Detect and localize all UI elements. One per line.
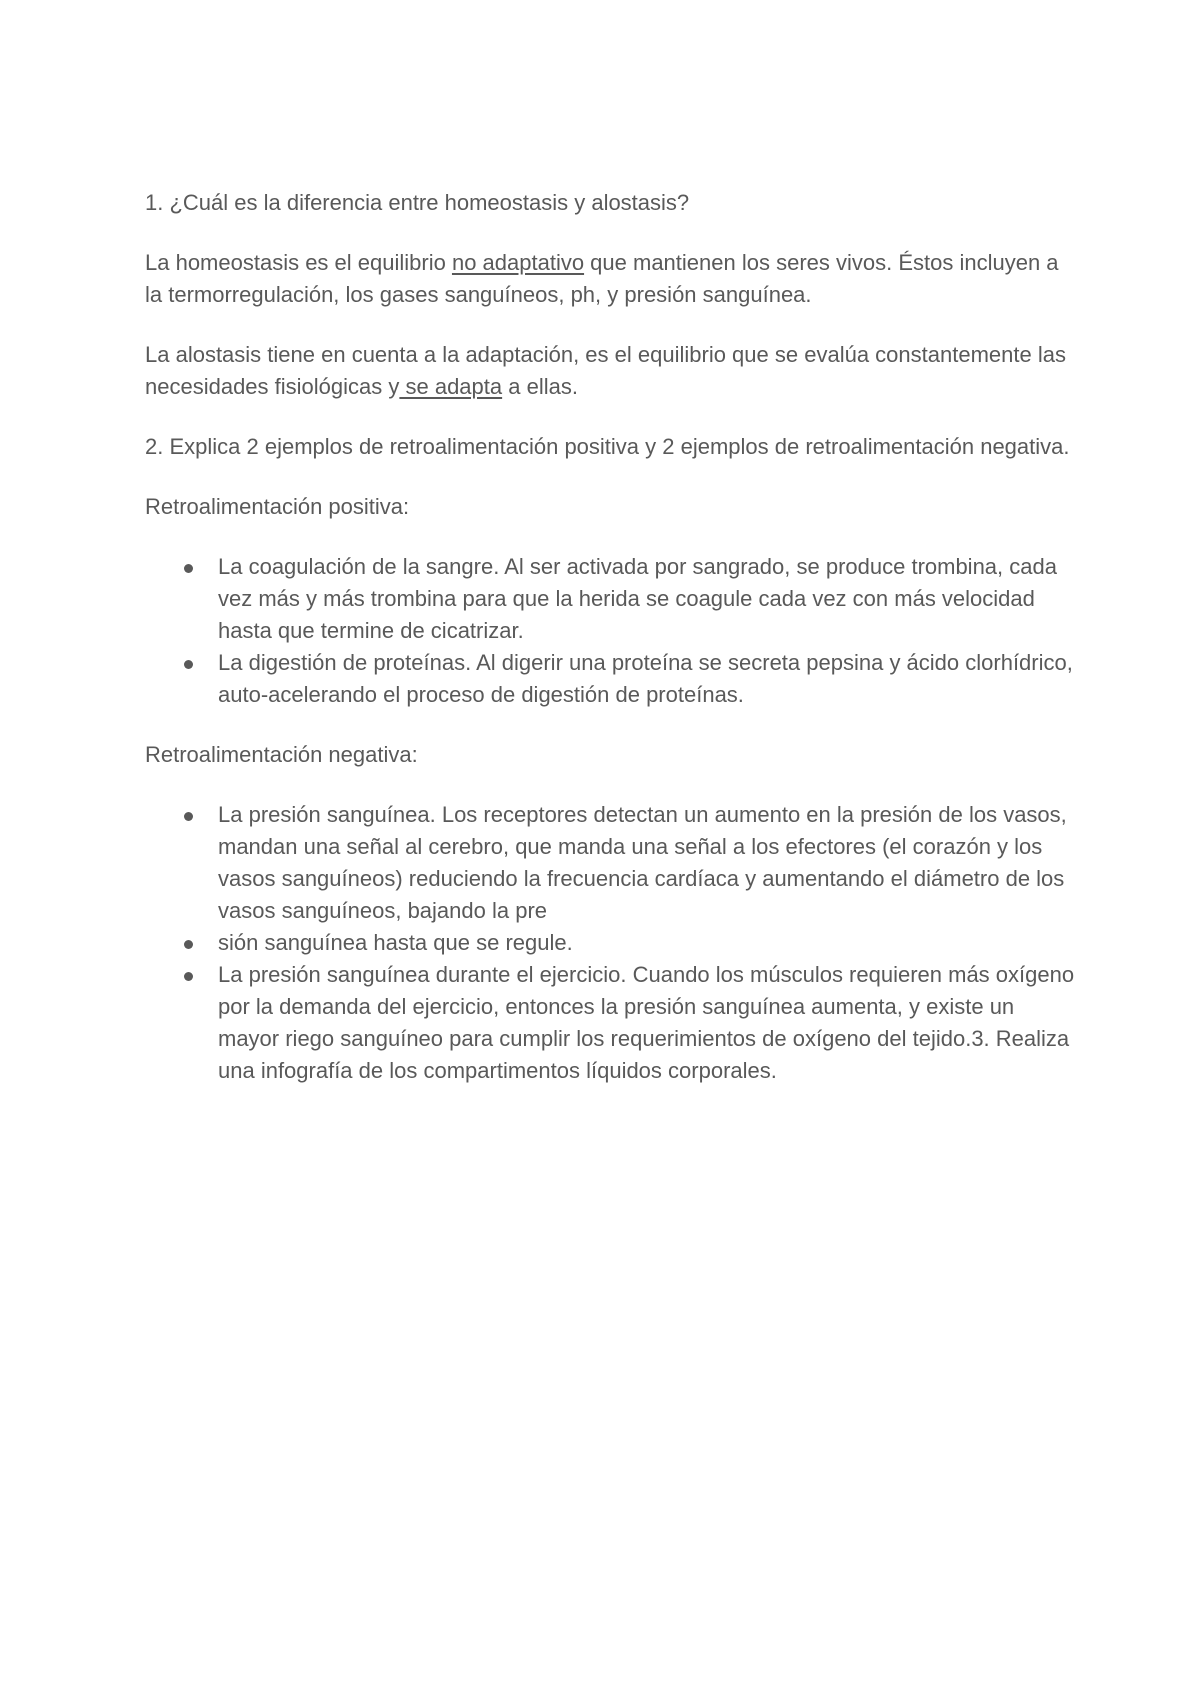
list-item-text: sión sanguínea hasta que se regule. [218, 930, 573, 955]
bullet-icon [184, 812, 193, 821]
positive-feedback-label: Retroalimentación positiva: [145, 494, 410, 519]
homeostasis-text-start: La homeostasis es el equilibrio [145, 250, 452, 275]
list-item-text: La coagulación de la sangre. Al ser activada por sangrado, se produce trombina, cada vez más y más trombina para que la herida se coagule cada vez con más velocidad hasta que termine de cicatrizar. [218, 554, 1057, 643]
negative-feedback-list [145, 799, 1075, 1087]
bullet-icon [184, 660, 193, 669]
list-item [145, 799, 1075, 927]
bullet-icon [184, 564, 193, 573]
homeostasis-paragraph [145, 247, 1075, 311]
list-item [145, 959, 1075, 1087]
list-item-text: La digestión de proteínas. Al digerir una proteína se secreta pepsina y ácido clorhídrico, auto-acelerando el proceso de digestión de proteínas. [218, 650, 1073, 707]
question-1-heading: 1. ¿Cuál es la diferencia entre homeostasis y alostasis? [145, 190, 690, 215]
list-item [145, 927, 1075, 959]
alostasis-text-end: a ellas. [502, 374, 578, 399]
alostasis-text-start: La alostasis tiene en cuenta a la adaptación, es el equilibrio que se evalúa constantemente las necesidades fisiológicas y [145, 342, 1066, 399]
bullet-icon [184, 972, 193, 981]
alostasis-paragraph [145, 339, 1075, 403]
underlined-no-adaptativo: no adaptativo [451, 250, 585, 275]
list-item-text: La presión sanguínea. Los receptores detectan un aumento en la presión de los vasos, mandan una señal al cerebro, que manda una señal a los efectores (el corazón y los vasos sanguíneos) reduciendo la frecuencia cardíaca y aumentando el diámetro de los vasos sanguíneos, bajando la pre [218, 802, 1067, 923]
list-item-text: La presión sanguínea durante el ejercicio. Cuando los músculos requieren más oxígeno por la demanda del ejercicio, entonces la presión sanguínea aumenta, y existe un mayor riego sanguíneo para cumplir los requerimientos de oxígeno del tejido.3. Realiza una infografía de los compartimentos líquidos corporales. [218, 962, 1075, 1083]
underlined-se-adapta: se adapta [399, 374, 503, 399]
list-item [145, 551, 1075, 647]
list-item [145, 647, 1075, 711]
positive-feedback-list [145, 551, 1075, 711]
homeostasis-text-end: que mantienen los seres vivos. Éstos incluyen a la termorregulación, los gases sanguíneos, ph, y presión sanguínea. [145, 250, 1059, 307]
bullet-icon [184, 940, 193, 949]
question-2-heading: 2. Explica 2 ejemplos de retroalimentación positiva y 2 ejemplos de retroalimentación negativa. [145, 434, 1070, 459]
document-page [145, 187, 1075, 1115]
negative-feedback-label: Retroalimentación negativa: [145, 742, 418, 767]
